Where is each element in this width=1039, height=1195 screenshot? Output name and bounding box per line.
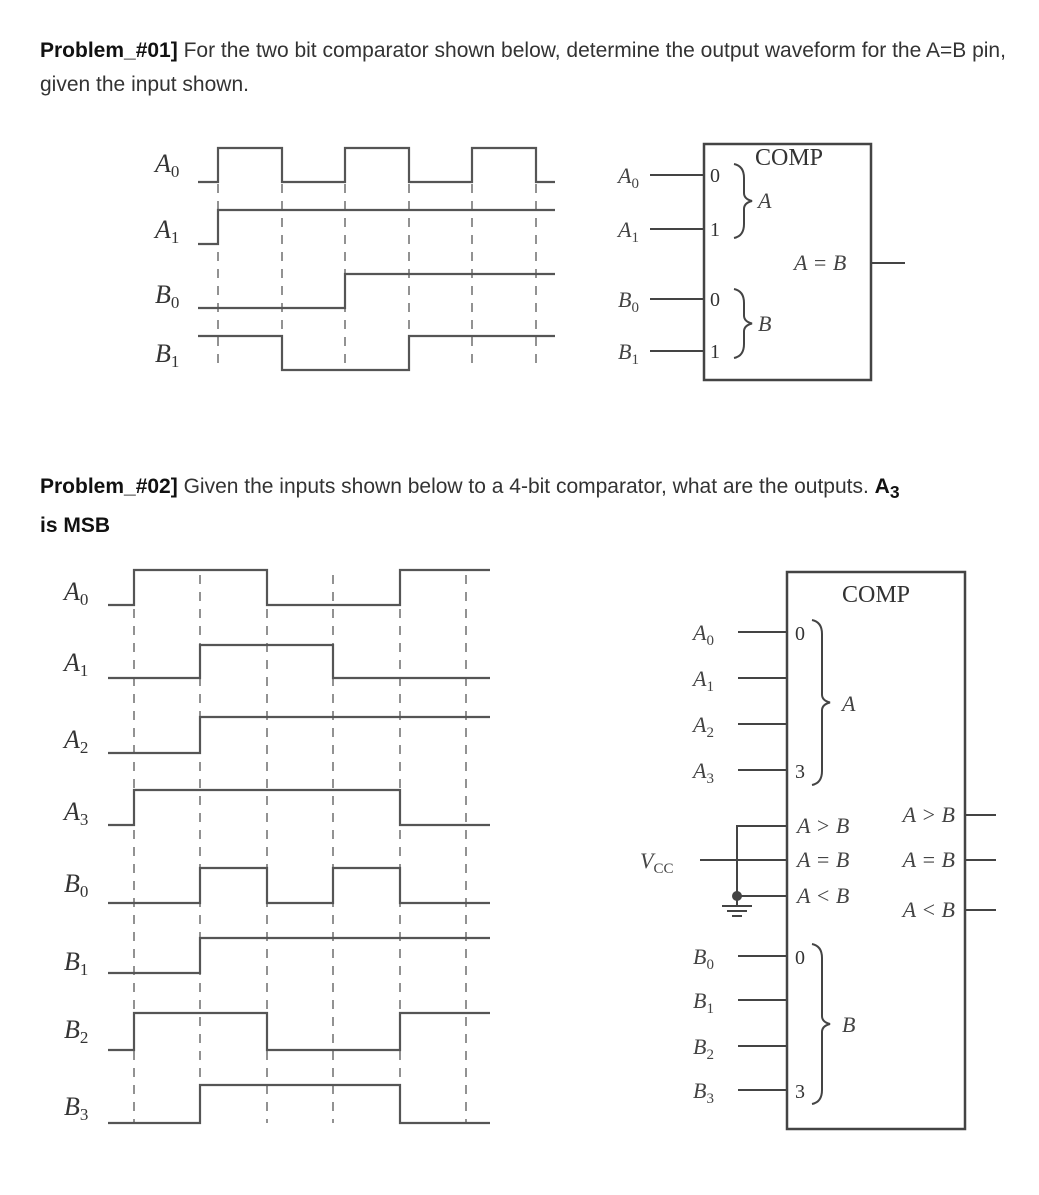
p1-brace-b [734, 289, 752, 358]
p1-brace-a [734, 164, 752, 238]
p1-signal-label-b1: B1 [155, 339, 180, 371]
p2-cascade-input-label-2: A < B [797, 883, 850, 908]
p1-input-label-a0: $A_0$ [618, 163, 639, 192]
p2-input-label-a2: $A_2$ [693, 712, 714, 741]
p2-output-label-0: A > B [902, 802, 955, 827]
p2-waveform-b3 [108, 1085, 490, 1123]
p2-signal-label-b0: B0 [64, 869, 89, 901]
p2-signal-label-b2: B2 [64, 1015, 89, 1047]
p2-signal-label-a2: A2 [64, 725, 89, 757]
p2-cascade-input-label-1: A = B [797, 847, 850, 872]
p2-index-a-hi: 3 [795, 761, 805, 783]
problem-1-heading: Problem_#01] [40, 39, 178, 62]
p1-index-a-lo: 0 [710, 165, 720, 187]
p2-signal-label-a1: A1 [64, 648, 89, 680]
p2-waveform-a2 [108, 717, 490, 753]
p2-brace-a [812, 620, 830, 785]
p2-index-b-hi: 3 [795, 1081, 805, 1103]
p2-input-label-b2: $B_2$ [693, 1034, 714, 1063]
problem-2-msb-note: $A_3$ is MSB [40, 475, 900, 538]
p1-index-b-hi: 1 [710, 341, 720, 363]
p2-input-label-b0: $B_0$ [693, 944, 714, 973]
p1-input-label-b1: $B_1$ [618, 339, 639, 368]
p1-comparator-title: COMP [754, 145, 824, 171]
problem-1-text: For the two bit comparator shown below, determine the output waveform for the A=B pin, given the input shown. [40, 39, 1006, 96]
p2-output-label-2: A < B [902, 897, 955, 922]
p2-input-label-b1: $B_1$ [693, 988, 714, 1017]
p2-signal-label-b1: B1 [64, 947, 89, 979]
p2-signal-label-a0: A0 [64, 577, 89, 609]
p2-vcc-label: $V_{CC}$ [640, 848, 674, 877]
p1-waveform-a0 [198, 148, 555, 182]
p2-input-label-a3: $A_3$ [693, 758, 714, 787]
p2-signal-label-a3: A3 [64, 797, 89, 829]
problem-2-text: Given the inputs shown below to a 4-bit comparator, what are the outputs. [183, 475, 869, 498]
p2-cascade-input-label-0: A > B [797, 813, 850, 838]
problem-2-heading: Problem_#02] [40, 475, 178, 498]
p1-waveform-b1 [198, 336, 555, 370]
p2-waveform-a1 [108, 645, 490, 678]
p2-brace-b [812, 944, 830, 1104]
p2-index-a-lo: 0 [795, 623, 805, 645]
p1-group-label-a: A [758, 188, 772, 213]
p2-waveform-a3 [108, 790, 490, 825]
p2-input-label-b3: $B_3$ [693, 1078, 714, 1107]
p2-index-b-lo: 0 [795, 947, 805, 969]
p2-waveform-b2 [108, 1013, 490, 1050]
p2-waveform-a0 [108, 570, 490, 605]
p2-input-label-a0: $A_0$ [693, 620, 714, 649]
p1-index-a-hi: 1 [710, 219, 720, 241]
p1-signal-label-a1: A1 [155, 215, 180, 247]
p2-output-label-1: A = B [902, 847, 955, 872]
p2-waveform-b0 [108, 868, 490, 903]
p1-group-label-b: B [758, 311, 772, 336]
p2-group-label-a: A [842, 691, 856, 716]
p1-waveform-b0 [198, 274, 555, 308]
p2-comparator-title: COMP [841, 582, 911, 608]
p1-input-label-b0: $B_0$ [618, 287, 639, 316]
p2-group-label-b: B [842, 1012, 856, 1037]
p1-output-label: A = B [794, 250, 847, 275]
p1-waveform-a1 [198, 210, 555, 244]
p1-input-label-a1: $A_1$ [618, 217, 639, 246]
p2-input-label-a1: $A_1$ [693, 666, 714, 695]
p2-waveform-b1 [108, 938, 490, 973]
p1-index-b-lo: 0 [710, 289, 720, 311]
p2-signal-label-b3: B3 [64, 1092, 89, 1124]
p1-signal-label-b0: B0 [155, 280, 180, 312]
p1-signal-label-a0: A0 [155, 149, 180, 181]
